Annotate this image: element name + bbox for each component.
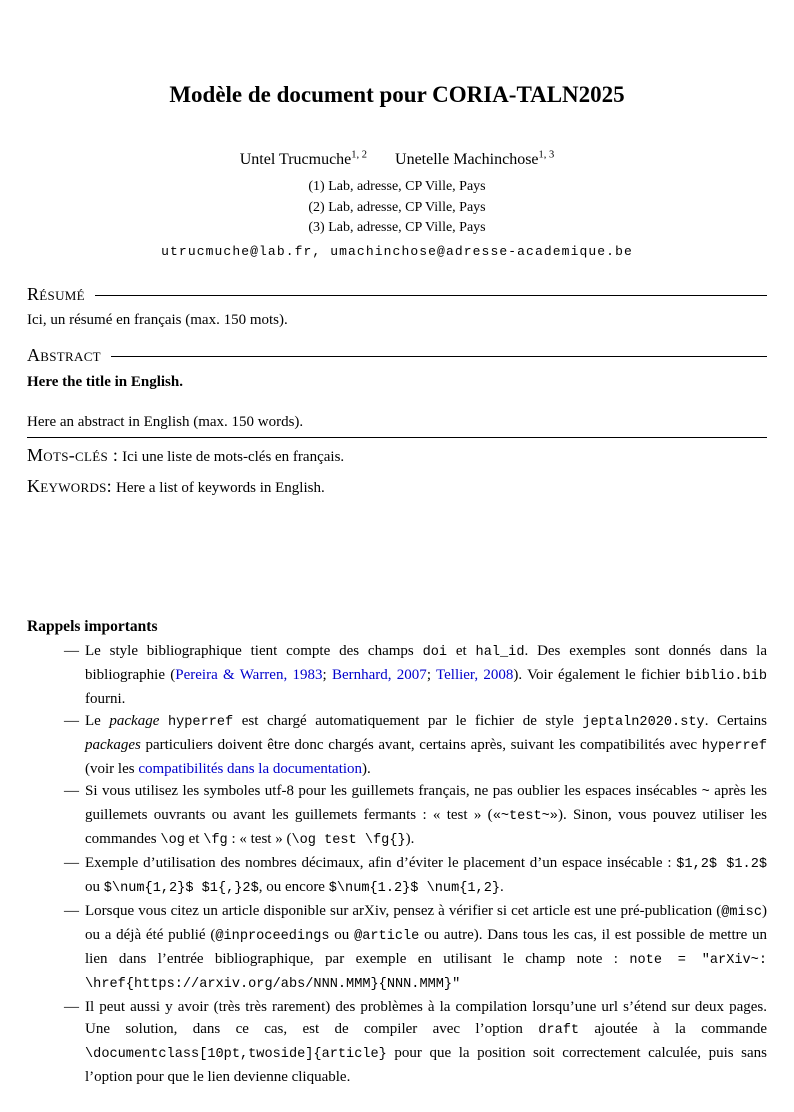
affiliation-line: (1) Lab, adresse, CP Ville, Pays: [308, 179, 486, 195]
text-segment: est chargé automatiquement par le fichier de style: [233, 713, 583, 730]
author-affiliation-sup: 1, 3: [538, 150, 555, 161]
text-segment: Le: [85, 713, 110, 730]
text-segment: ). Sinon, vous pouvez utiliser les commandes: [85, 807, 767, 848]
affiliations-block: [27, 177, 767, 239]
text-segment: \og test \fg{}: [291, 833, 406, 849]
abstract-english-title: Here the title in English.: [27, 374, 183, 391]
mots-cles-label: Mots-clés :: [27, 445, 119, 466]
affiliation-line: (3) Lab, adresse, CP Ville, Pays: [308, 220, 486, 236]
text-segment: [159, 713, 168, 729]
list-item: [27, 640, 767, 710]
text-segment: Exemple d’utilisation des nombres décimaux, afin d’éviter le placement d’un espace insécable :: [85, 855, 677, 872]
text-segment: doi: [422, 645, 448, 661]
item-text: [85, 780, 767, 852]
text-segment: Lorsque vous citez un article disponible sur arXiv, pensez à vérifier si cet article est une pré-publication (: [85, 903, 722, 920]
text-segment: jeptaln2020.sty: [582, 715, 705, 731]
item-dash: —: [64, 643, 79, 660]
text-segment: et: [447, 643, 476, 660]
text-segment: \fg: [203, 833, 228, 849]
frontmatter: [27, 285, 767, 501]
list-item: [27, 900, 767, 996]
text-segment: après les guillemets ouvrants ou avant les guillemets fermants : « test » (: [85, 783, 767, 824]
author-emails: utrucmuche@lab.fr, umachinchose@adresse-academique.be: [161, 243, 633, 259]
text-segment: \documentclass[10pt,twoside]{article}: [85, 1047, 387, 1063]
item-text: [85, 900, 767, 996]
author: [395, 151, 554, 168]
inline-link[interactable]: Pereira & Warren, 1983: [175, 667, 323, 684]
item-text: [85, 996, 767, 1088]
keywords-text: Here a list of keywords in English.: [115, 480, 325, 497]
text-segment: ~: [701, 785, 710, 801]
text-segment: Si vous utilisez les symboles utf-8 pour les guillemets français, ne pas oublier les espaces insécables: [85, 783, 702, 800]
resume-text: Ici, un résumé en français (max. 150 mots).: [27, 311, 288, 328]
keywords-label: Keywords:: [27, 476, 112, 497]
text-segment: hyperref: [167, 715, 234, 731]
text-segment: fourni.: [85, 691, 126, 708]
abstract-english-text: Here an abstract in English (max. 150 words).: [27, 412, 767, 438]
horizontal-rule: [111, 356, 767, 357]
author: [240, 151, 367, 168]
text-segment: Il peut aussi y avoir (très très rarement) des problèmes à la compilation lorsqu’une url s’étend sur deux pages. Une solution, dans ce cas, est de compiler avec l’option: [85, 999, 767, 1038]
author-affiliation-sup: 1, 2: [351, 150, 368, 161]
body-section: [27, 618, 767, 1088]
text-segment: . Des exemples sont donnés dans la bibliographie (: [85, 643, 767, 684]
item-text: [85, 640, 767, 710]
item-dash: —: [64, 783, 79, 800]
abstract-section-header: [27, 346, 767, 366]
text-segment: ;: [426, 667, 436, 684]
text-segment: ) ou a déjà été publié (: [85, 903, 767, 944]
list-item: [27, 780, 767, 852]
text-segment: : « test » (: [227, 831, 292, 848]
author-name: Untel Trucmuche: [239, 151, 352, 169]
paper-title: Modèle de document pour CORIA-TALN2025: [169, 82, 625, 107]
text-segment: note = "arXiv~: \href{https://arxiv.org/abs/NNN.MMM}{NNN.MMM}": [85, 953, 767, 993]
text-segment: . Certains: [704, 713, 767, 730]
text-segment: .: [500, 879, 504, 896]
text-segment: biblio.bib: [685, 669, 768, 685]
mots-cles-line: [27, 445, 767, 469]
keywords-line: [27, 476, 767, 500]
text-segment: $\num{1.2}$ \num{1,2}: [328, 881, 501, 897]
text-segment: \og: [160, 833, 185, 849]
text-segment: $1,2$ $1.2$: [676, 857, 768, 873]
abstract-label: Abstract: [27, 344, 101, 365]
inline-link[interactable]: Tellier, 2008: [436, 667, 514, 684]
mots-cles-text: Ici une liste de mots-clés en français.: [122, 449, 345, 466]
resume-label: Résumé: [27, 283, 85, 304]
text-segment: $\num{1,2}$ $1{,}2$: [103, 881, 259, 897]
text-segment: pour que la position soit correctement calculée, puis sans l’option pour que le lien devienne cliquable.: [85, 1045, 767, 1086]
item-dash: —: [64, 999, 79, 1016]
list-item: [27, 710, 767, 780]
text-segment: ou autre). Dans tous les cas, il est possible de mettre un lien dans l’entrée bibliographique, par exemple en utilisant le champ note :: [85, 927, 768, 968]
text-segment: @inproceedings: [215, 929, 330, 945]
author-name: Unetelle Machinchose: [395, 151, 539, 169]
item-dash: —: [64, 713, 79, 730]
inline-link[interactable]: compatibilités dans la documentation: [138, 761, 363, 778]
text-segment: packages: [85, 737, 141, 754]
text-segment: ajoutée à la commande: [579, 1021, 767, 1038]
list-item: [27, 996, 767, 1088]
text-segment: Le style bibliographique tient compte des champs: [85, 643, 423, 660]
reminder-list: [27, 640, 767, 1088]
text-segment: draft: [538, 1023, 580, 1039]
section-heading: Rappels importants: [27, 618, 158, 636]
authors-line: [27, 150, 767, 169]
item-dash: —: [64, 903, 79, 920]
text-segment: «~test~»: [492, 809, 558, 825]
item-text: [85, 852, 767, 900]
text-segment: ). Voir également le fichier: [513, 667, 686, 684]
list-item: [27, 852, 767, 900]
text-segment: hal_id: [475, 645, 525, 661]
text-segment: et: [184, 831, 204, 848]
text-segment: @misc: [721, 905, 762, 921]
affiliation-line: (2) Lab, adresse, CP Ville, Pays: [308, 199, 486, 215]
text-segment: , ou encore: [258, 879, 329, 896]
resume-section-header: [27, 285, 767, 305]
text-segment: package: [109, 713, 160, 730]
horizontal-rule: [95, 295, 767, 296]
text-segment: ).: [405, 831, 415, 848]
text-segment: ;: [322, 667, 332, 684]
text-segment: ou: [85, 879, 104, 896]
text-segment: @article: [354, 929, 420, 945]
item-dash: —: [64, 855, 79, 872]
text-segment: particuliers doivent être donc chargés avant, certains après, suivant les compatibilités avec: [140, 737, 702, 754]
text-segment: ou: [329, 927, 355, 944]
text-segment: (voir les: [85, 761, 139, 778]
text-segment: ).: [362, 761, 371, 778]
inline-link[interactable]: Bernhard, 2007: [331, 667, 427, 684]
item-text: [85, 710, 767, 780]
text-segment: hyperref: [701, 739, 767, 755]
